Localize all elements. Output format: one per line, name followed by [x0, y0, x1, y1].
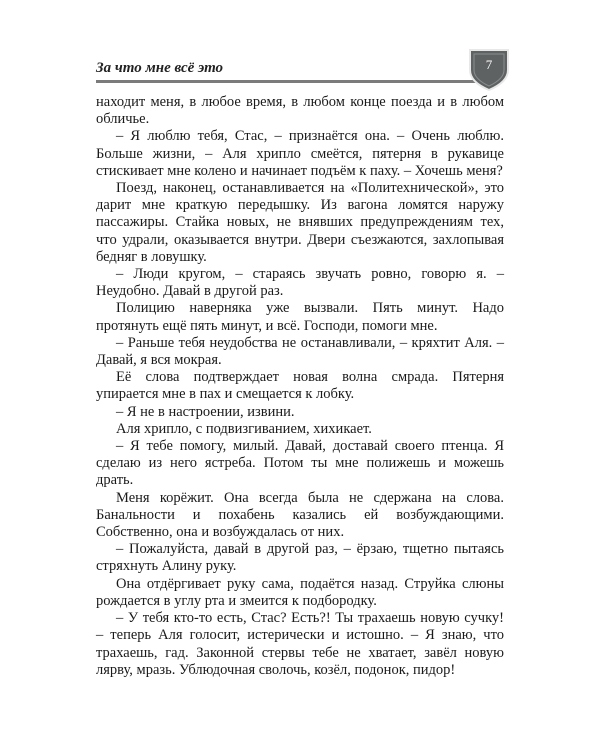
paragraph: – Я люблю тебя, Стас, – признаётся она. – Очень люблю. Больше жизни, – Аля хрипло смеётся, пятерня в рукавице стискивает мне колено и начинает подъём к паху. – Хочешь меня? — [96, 128, 504, 179]
paragraph: – Люди кругом, – стараясь звучать ровно, говорю я. – Неудобно. Давай в другой раз. — [96, 266, 504, 300]
paragraph: Она отдёргивает руку сама, подаётся назад. Струйка слюны рождается в углу рта и змеится к подбородку. — [96, 575, 504, 609]
paragraph: Поезд, наконец, останавливается на «Политехнической», это дарит мне краткую передышку. Из вагона ломятся наружу пассажиры. Стайка новых, не внявших предупреждениям тех, что удрали, оказывается внутри. Двери съезжаются, захлопывая бедняг в ловушку. — [96, 180, 504, 265]
page-number-badge — [466, 46, 512, 92]
body-text — [96, 94, 504, 679]
paragraph: – Я не в настроении, извини. — [116, 403, 295, 420]
paragraph: – У тебя кто-то есть, Стас? Есть?! Ты трахаешь новую сучку! – теперь Аля голосит, истерически и истошно. – Я знаю, что трахаешь, гад. Законной стервы тебе не хватает, завёл новую лярву, мразь. Ублюдочная сволочь, козёл, подонок, пидор! — [96, 610, 504, 678]
running-header: За что мне всё это — [96, 60, 224, 76]
paragraph: – Раньше тебя неудобства не останавливали, – кряхтит Аля. – Давай, я вся мокрая. — [96, 334, 504, 369]
paragraph: Полицию наверняка уже вызвали. Пять минут. Надо протянуть ещё пять минут, и всё. Господи, помоги мне. — [96, 300, 504, 334]
paragraph: – Я тебе помогу, милый. Давай, доставай своего птенца. Я сделаю из него ястреба. Потом ты мне полижешь и можешь драть. — [96, 438, 504, 489]
paragraph: Аля хрипло, с подвизгиванием, хихикает. — [116, 420, 372, 437]
paragraph: Меня корёжит. Она всегда была не сдержана на слова. Банальности и похабень казались ей возбуждающими. Собственно, она и возбуждалась от них. — [96, 489, 504, 541]
paragraph: – Пожалуйста, давай в другой раз, – ёрзаю, тщетно пытаясь стряхнуть Алину руку. — [96, 541, 504, 575]
page-number: 7 — [485, 57, 493, 72]
header-rule — [96, 80, 500, 83]
paragraph: находит меня, в любое время, в любом конце поезда и в любом обличье. — [96, 94, 504, 128]
paragraph: Её слова подтверждает новая волна смрада. Пятерня упирается мне в пах и смещается к лобку. — [96, 369, 504, 403]
